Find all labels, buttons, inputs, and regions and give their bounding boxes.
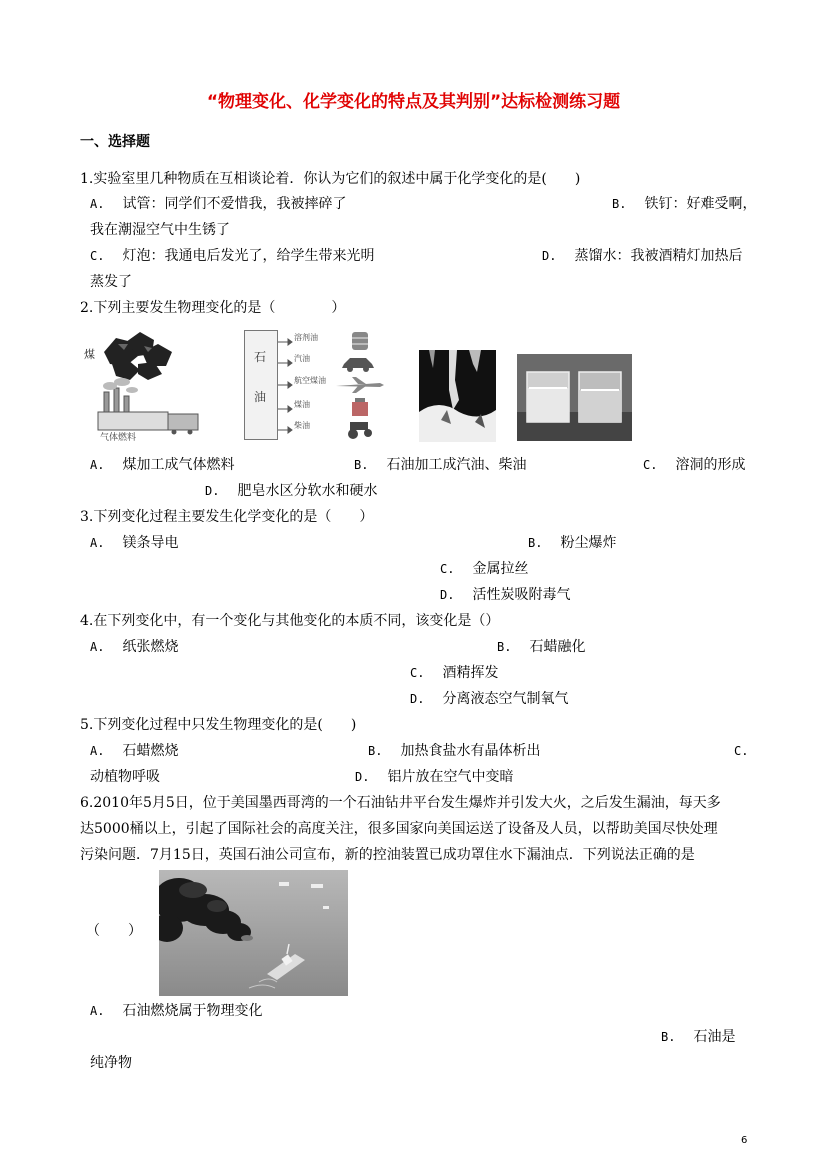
q5-option-b[interactable]	[368, 741, 540, 761]
q4-option-c[interactable]	[410, 663, 498, 683]
option-letter: B.	[368, 744, 383, 758]
q1-option-d-continued: 蒸发了	[90, 274, 132, 290]
q5-option-c-continued: 动植物呼吸	[90, 769, 160, 785]
q3-option-c[interactable]	[440, 559, 528, 579]
q4-option-a[interactable]	[90, 637, 178, 657]
q1-option-d[interactable]	[542, 246, 742, 266]
question-4-stem: 4.在下列变化中，有一个变化与其他变化的本质不同，该变化是（）	[80, 613, 500, 629]
fraction-label-3: 航空煤油	[294, 376, 326, 385]
petroleum-char-1: 石	[254, 350, 267, 364]
option-letter: B.	[528, 536, 543, 550]
q6-option-b-continued: 纯净物	[90, 1055, 132, 1071]
option-letter: B.	[661, 1030, 676, 1044]
option-letter: D.	[355, 770, 370, 784]
option-letter: D.	[440, 588, 455, 602]
option-text: 肥皂水区分软水和硬水	[237, 483, 378, 499]
q6-option-a[interactable]	[90, 1001, 262, 1021]
coal-label: 煤	[84, 348, 95, 361]
q5-option-a[interactable]	[90, 741, 178, 761]
q5-option-c[interactable]	[734, 741, 748, 761]
question-6-answer-paren: （ ）	[86, 923, 142, 939]
option-letter: D.	[410, 692, 425, 706]
fraction-label-4: 煤油	[294, 400, 310, 409]
fraction-label-5: 柴油	[294, 421, 310, 430]
option-text: 加热食盐水有晶体析出	[400, 743, 541, 759]
q3-option-a[interactable]	[90, 533, 178, 553]
beakers-illustration	[517, 354, 632, 441]
option-letter: A.	[90, 197, 105, 211]
option-letter: A.	[90, 640, 105, 654]
oil-spill-illustration	[159, 870, 348, 996]
question-3-stem: 3.下列变化过程主要发生化学变化的是（ ）	[80, 509, 374, 525]
option-letter: C.	[734, 744, 749, 758]
option-letter: C.	[410, 666, 425, 680]
option-text: 灯泡：我通电后发光了，给学生带来光明	[122, 248, 375, 264]
oil-spill-image	[159, 870, 348, 996]
option-letter: D.	[205, 484, 220, 498]
question-2-stem: 2.下列主要发生物理变化的是（ ）	[80, 300, 346, 316]
cave-illustration	[419, 350, 496, 442]
option-letter: B.	[612, 197, 627, 211]
option-text: 溶洞的形成	[675, 457, 746, 473]
option-letter: B.	[497, 640, 512, 654]
q4-option-b[interactable]	[497, 637, 585, 657]
option-text: 石油加工成汽油、柴油	[386, 457, 527, 473]
q2-option-c[interactable]	[643, 455, 745, 475]
coal-factory-illustration	[82, 330, 214, 442]
option-text: 石油是	[693, 1029, 736, 1045]
q2-option-d[interactable]	[205, 481, 377, 501]
petroleum-fraction-image	[240, 330, 390, 442]
option-text: 煤加工成气体燃料	[122, 457, 235, 473]
option-letter: B.	[354, 458, 369, 472]
option-text: 石蜡融化	[529, 639, 586, 655]
cave-image	[419, 350, 496, 442]
q3-option-b[interactable]	[528, 533, 616, 553]
option-text: 酒精挥发	[442, 665, 499, 681]
option-text: 石油燃烧属于物理变化	[122, 1003, 263, 1019]
fraction-label-1: 溶剂油	[294, 333, 318, 342]
option-letter: A.	[90, 1004, 105, 1018]
option-text: 活性炭吸附毒气	[472, 587, 571, 603]
option-letter: D.	[542, 249, 557, 263]
fraction-label-2: 汽油	[294, 354, 310, 363]
option-letter: A.	[90, 744, 105, 758]
option-letter: C.	[90, 249, 105, 263]
question-6-line-3: 污染问题．7月15日，英国石油公司宣布，新的控油装置已成功罩住水下漏油点．下列说法正确的是	[80, 847, 695, 863]
option-text: 粉尘爆炸	[560, 535, 617, 551]
q1-option-b[interactable]	[612, 194, 756, 214]
option-text: 试管：同学们不爱惜我，我被摔碎了	[122, 196, 347, 212]
option-letter: A.	[90, 536, 105, 550]
section-heading: 一、选择题	[80, 134, 150, 150]
option-text: 石蜡燃烧	[122, 743, 179, 759]
coal-gas-image	[82, 330, 214, 442]
gas-fuel-label: 气体燃料	[100, 433, 137, 442]
q5-option-d[interactable]	[355, 767, 513, 787]
option-text: 纸张燃烧	[122, 639, 179, 655]
option-text: 铁钉：好难受啊，	[644, 196, 757, 212]
q4-option-d[interactable]	[410, 689, 568, 709]
page-number: 6	[741, 1135, 748, 1146]
question-1-stem: 1.实验室里几种物质在互相谈论着．你认为它们的叙述中属于化学变化的是( )	[80, 171, 581, 187]
option-text: 镁条导电	[122, 535, 179, 551]
petroleum-arrows	[240, 330, 390, 442]
option-letter: A.	[90, 458, 105, 472]
q2-option-a[interactable]	[90, 455, 234, 475]
option-letter: C.	[643, 458, 658, 472]
question-6-line-1: 6.2010年5月5日，位于美国墨西哥湾的一个石油钻井平台发生爆炸并引发大火，之后发生漏油，每天多	[80, 795, 721, 811]
option-text: 分离液态空气制氧气	[442, 691, 569, 707]
q3-option-d[interactable]	[440, 585, 570, 605]
q1-option-b-continued: 我在潮湿空气中生锈了	[90, 222, 230, 238]
question-6-line-2: 达5000桶以上，引起了国际社会的高度关注，很多国家向美国运送了设备及人员，以帮助美国尽快处理	[80, 821, 718, 837]
q2-option-b[interactable]	[354, 455, 526, 475]
option-letter: C.	[440, 562, 455, 576]
petroleum-char-2: 油	[254, 390, 267, 404]
q1-option-c[interactable]	[90, 246, 374, 266]
beakers-image	[517, 354, 632, 441]
option-text: 蒸馏水：我被酒精灯加热后	[574, 248, 743, 264]
option-text: 金属拉丝	[472, 561, 529, 577]
q6-option-b[interactable]	[661, 1027, 735, 1047]
q1-option-a[interactable]	[90, 194, 346, 214]
question-5-stem: 5.下列变化过程中只发生物理变化的是( )	[80, 717, 357, 733]
option-text: 铝片放在空气中变暗	[387, 769, 514, 785]
page-title: “物理变化、化学变化的特点及其判别”达标检测练习题	[206, 92, 621, 112]
